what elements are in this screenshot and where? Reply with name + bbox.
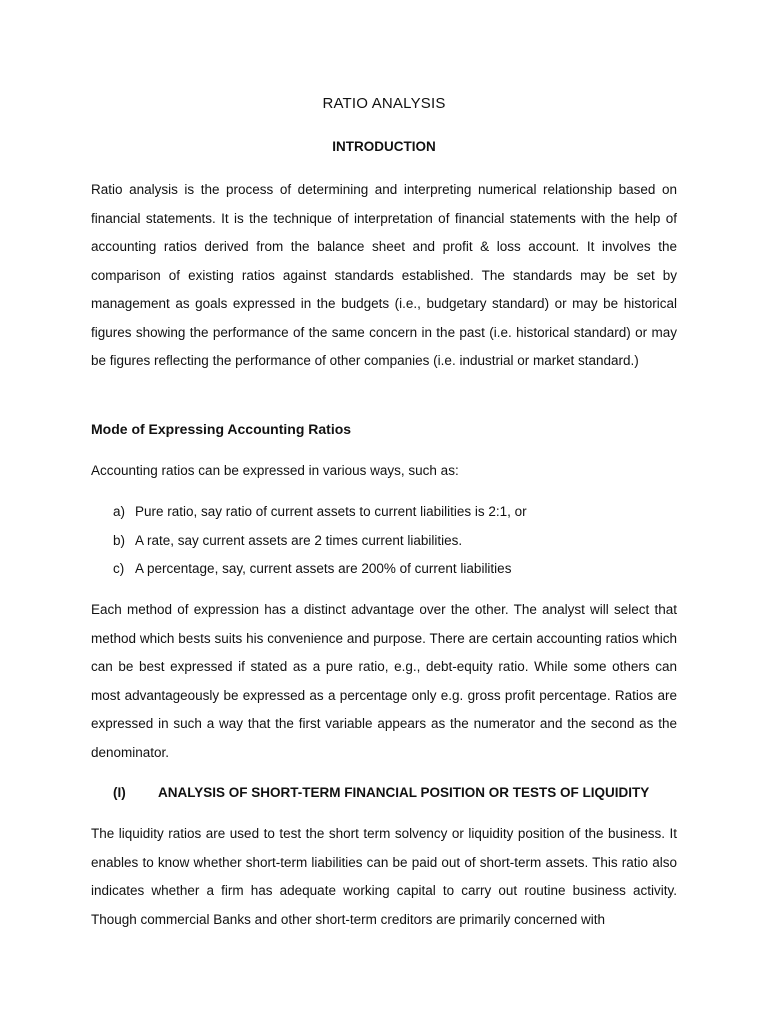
list-marker: c) (113, 561, 125, 576)
list-item (113, 555, 527, 584)
section-number: (I) (113, 785, 126, 800)
document-title: RATIO ANALYSIS (322, 95, 446, 112)
list-item-text: A rate, say current assets are 2 times current liabilities. (135, 532, 463, 548)
mode-intro-text: Accounting ratios can be expressed in various ways, such as: (91, 463, 459, 478)
liquidity-section-heading (113, 785, 649, 800)
intro-paragraph: Ratio analysis is the process of determining and interpreting numerical relationship based on financial statements. It is the technique of interpretation of financial statements with the help of accounting ratios derived from the balance sheet and profit & loss account. It involves the comparison of existing ratios against standards established. The standards may be set by management as goals expressed in the budgets (i.e., budgetary standard) or may be historical figures showing the performance of the same concern in the past (i.e. historical standard) or may be figures reflecting the performance of other companies (i.e. industrial or market standard.) (91, 182, 677, 368)
mode-list (113, 498, 527, 584)
list-item (113, 527, 527, 556)
list-marker: b) (113, 532, 126, 548)
mode-heading: Mode of Expressing Accounting Ratios (91, 421, 352, 437)
introduction-heading: INTRODUCTION (332, 139, 436, 154)
list-item (113, 498, 527, 527)
list-item-text: Pure ratio, say ratio of current assets to current liabilities is 2:1, or (135, 504, 527, 519)
list-marker: a) (113, 504, 126, 519)
list-item-text: A percentage, say, current assets are 200% of current liabilities (135, 561, 512, 576)
method-paragraph: Each method of expression has a distinct advantage over the other. The analyst will select that method which bests suits his convenience and purpose. There are certain accounting ratios which can be best expressed if stated as a pure ratio, e.g., debt-equity ratio. While some others can most advantageously be expressed as a percentage only e.g. gross profit percentage. Ratios are expressed in such a way that the first variable appears as the numerator and the second as the denominator. (91, 602, 677, 760)
section-title: ANALYSIS OF SHORT-TERM FINANCIAL POSITION OR TESTS OF LIQUIDITY (158, 785, 650, 800)
liquidity-paragraph: The liquidity ratios are used to test the short term solvency or liquidity position of the business. It enables to know whether short-term liabilities can be paid out of short-term assets. This ratio also indicates whether a firm has adequate working capital to carry out routine business activity. Though commercial Banks and other short-term creditors are primarily concerned with (91, 826, 677, 927)
